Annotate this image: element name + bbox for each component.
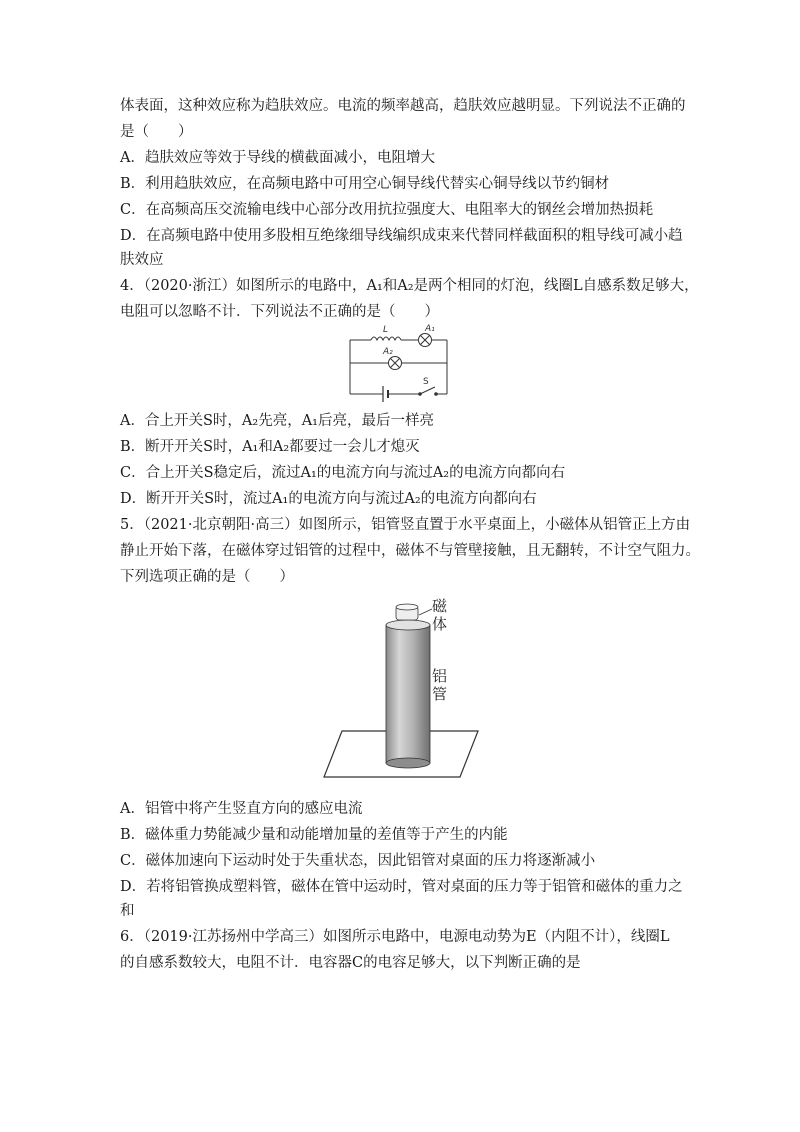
lamp-a2-icon [389,357,402,370]
q5-option-d: D．若将铝管换成塑料管，磁体在管中运动时，管对桌面的压力等于铝管和磁体的重力之 [120,879,683,895]
q3-stem-line-2: 是（ ） [120,124,193,140]
q6-stem-line-1: 6．（2019·江苏扬州中学高三）如图所示电路中，电源电动势为E（内阻不计），线圈L [120,929,670,945]
q5-stem-line-2: 静止开始下落，在磁体穿过铝管的过程中，磁体不与管壁接触，且无翻转，不计空气阻力。 [120,543,700,559]
q3-option-a: A．趋肤效应等效于导线的横截面减小，电阻增大 [120,150,435,166]
q4-option-b: B．断开开关S时，A₁和A₂都要过一会儿才熄灭 [120,439,420,455]
q3-stem-line-1: 体表面，这种效应称为趋肤效应。电流的频率越高，趋肤效应越明显。下列说法不正确的 [120,98,686,114]
battery-icon [383,386,388,402]
tube-label-1: 铝 [432,667,448,685]
magnet-label-2: 体 [432,615,448,633]
q5-option-b: B．磁体重力势能减少量和动能增加量的差值等于产生的内能 [120,827,508,843]
switch-label: S [423,377,429,387]
lamp-a1-label: A₁ [425,324,435,334]
q5-option-d-cont: 和 [120,903,135,919]
q5-option-c: C．磁体加速向下运动时处于失重状态，因此铝管对桌面的压力将逐渐减小 [120,853,596,869]
magnet-label-1: 磁 [432,597,448,615]
q5-stem-line-3: 下列选项正确的是（ ） [120,569,294,585]
q3-option-d-cont: 肤效应 [120,252,164,268]
q3-option-d: D．在高频电路中使用多股相互绝缘细导线编织成束来代替同样截面积的粗导线可减小趋 [120,228,683,244]
q4-stem-line-1: 4．（2020·浙江）如图所示的电路中，A₁和A₂是两个相同的灯泡，线圈L自感系数足够大， [120,278,699,294]
q4-circuit-figure [345,322,457,402]
magnet-icon [396,604,418,620]
q4-option-c: C．合上开关S稳定后，流过A₁的电流方向与流过A₂的电流方向都向右 [120,465,566,481]
aluminum-tube [386,620,430,768]
q4-option-d: D．断开开关S时，流过A₁的电流方向与流过A₂的电流方向都向右 [120,491,537,507]
q4-stem-line-2: 电阻可以忽略不计．下列说法不正确的是（ ） [120,304,439,320]
q5-option-a: A．铝管中将产生竖直方向的感应电流 [120,801,363,817]
lamp-a2-label: A₂ [383,347,393,357]
q3-option-b: B．利用趋肤效应，在高频电路中可用空心铜导线代替实心铜导线以节约铜材 [120,176,610,192]
inductor-coil-icon [371,337,401,340]
coil-label: L [383,325,389,335]
q5-stem-line-1: 5．（2021·北京朝阳·高三）如图所示，铝管竖直置于水平桌面上，小磁体从铝管正上方由 [120,517,691,533]
q6-stem-line-2: 的自感系数较大，电阻不计．电容器C的电容足够大，以下判断正确的是 [120,955,581,971]
tube-label-2: 管 [432,685,448,703]
q5-aluminum-tube-figure [320,595,480,785]
switch-s-icon [419,387,438,395]
lamp-a1-icon [419,334,432,347]
q3-option-c: C．在高频高压交流输电线中心部分改用抗拉强度大、电阻率大的钢丝会增加热损耗 [120,202,654,218]
q4-option-a: A．合上开关S时，A₂先亮，A₁后亮，最后一样亮 [120,413,434,429]
